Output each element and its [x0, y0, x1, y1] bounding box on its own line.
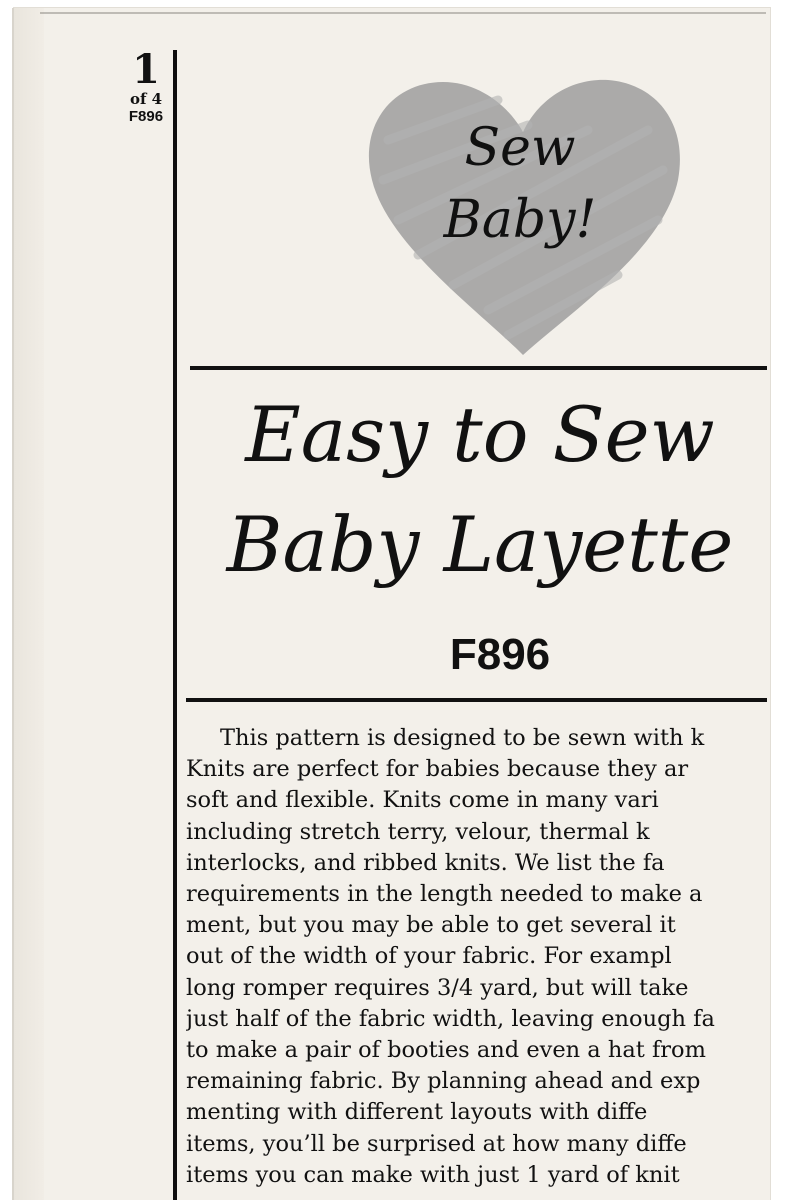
page-pattern-code: F896: [128, 108, 164, 125]
body-line: remaining fabric. By planning ahead and exp: [186, 1068, 701, 1095]
body-line: including stretch terry, velour, thermal k: [186, 818, 650, 845]
body-line: items, you’ll be surprised at how many diffe: [186, 1130, 687, 1157]
body-line: soft and flexible. Knits come in many vari: [186, 787, 659, 814]
page-edge: [14, 8, 44, 1200]
body-line: just half of the fabric width, leaving enough fa: [186, 1005, 715, 1032]
page-total: of 4: [129, 90, 163, 108]
title-line-2: Baby Layette: [226, 500, 734, 589]
body-text: [186, 723, 767, 1200]
body-line: menting with different layouts with diffe: [186, 1099, 648, 1126]
title-divider-bottom: [186, 698, 767, 702]
heart-label-line-2: Baby!: [443, 190, 597, 250]
body-line: to make a pair of booties and even a hat from: [186, 1037, 706, 1064]
body-line: interlocks, and ribbed knits. We list the fa: [186, 849, 665, 876]
body-line: long romper requires 3/4 yard, but will take: [186, 974, 689, 1001]
title-line-1: Easy to Sew: [245, 390, 715, 479]
body-line: requirements in the length needed to make a: [186, 881, 703, 908]
vertical-rule: [173, 50, 177, 1200]
pattern-code: F896: [449, 630, 551, 679]
page-title: [180, 380, 780, 600]
heart-label: [410, 112, 630, 256]
body-line: This pattern is designed to be sewn with k: [220, 725, 705, 751]
title-divider-top: [190, 366, 767, 370]
top-edge-line: [40, 12, 766, 14]
heart-label-line-1: Sew: [464, 118, 576, 178]
page-number-block: [120, 46, 172, 126]
body-line: ment, but you may be able to get several it: [186, 912, 676, 939]
body-line: out of the width of your fabric. For exampl: [186, 943, 672, 970]
page-number: 1: [132, 46, 160, 93]
body-line: Knits are perfect for babies because they ar: [186, 756, 689, 783]
body-line: items you can make with just 1 yard of knit: [186, 1161, 680, 1188]
